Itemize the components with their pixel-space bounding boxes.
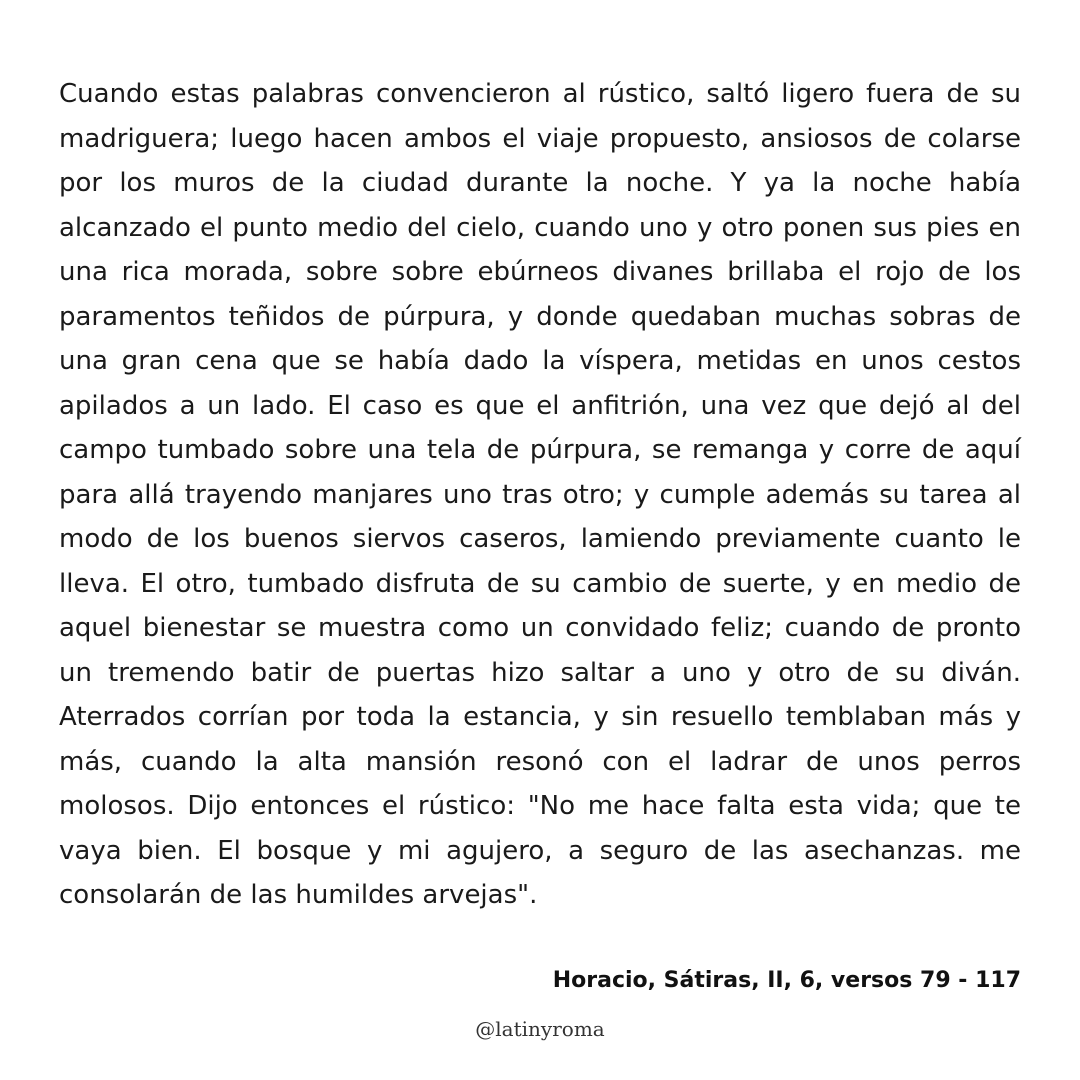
source-citation: Horacio, Sátiras, II, 6, versos 79 - 117 [552,968,1021,993]
quote-passage: Cuando estas palabras convencieron al rústico, saltó ligero fuera de su madriguera; luego hacen ambos el viaje propuesto, ansiosos de colarse por los muros de la ciudad durante la noche. Y ya la noche había alcanzado el punto medio del cielo, cuando uno y otro ponen sus pies en una rica morada, sobre sobre ebúrneos divanes brillaba el rojo de los paramentos teñidos de púrpura, y donde quedaban muchas sobras de una gran cena que se había dado la víspera, metidas en unos cestos apilados a un lado. El caso es que el anfitrión, una vez que dejó al del campo tumbado sobre una tela de púrpura, se remanga y corre de aquí para allá trayendo manjares uno tras otro; y cumple además su tarea al modo de los buenos siervos caseros, lamiendo previamente cuanto le lleva. El otro, tumbado disfruta de su cambio de suerte, y en medio de aquel bienestar se muestra como un convidado feliz; cuando de pronto un tremendo batir de puertas hizo saltar a uno y otro de su diván. Aterrados corrían por toda la estancia, y sin resuello temblaban más y más, cuando la alta mansión resonó con el ladrar de unos perros molosos. Dijo entonces el rústico: "No me hace falta esta vida; que te vaya bien. El bosque y mi agujero, a seguro de las asechanzas. me consolarán de las humildes arvejas". [59,79,1021,910]
account-handle: @latinyroma [475,1017,605,1041]
